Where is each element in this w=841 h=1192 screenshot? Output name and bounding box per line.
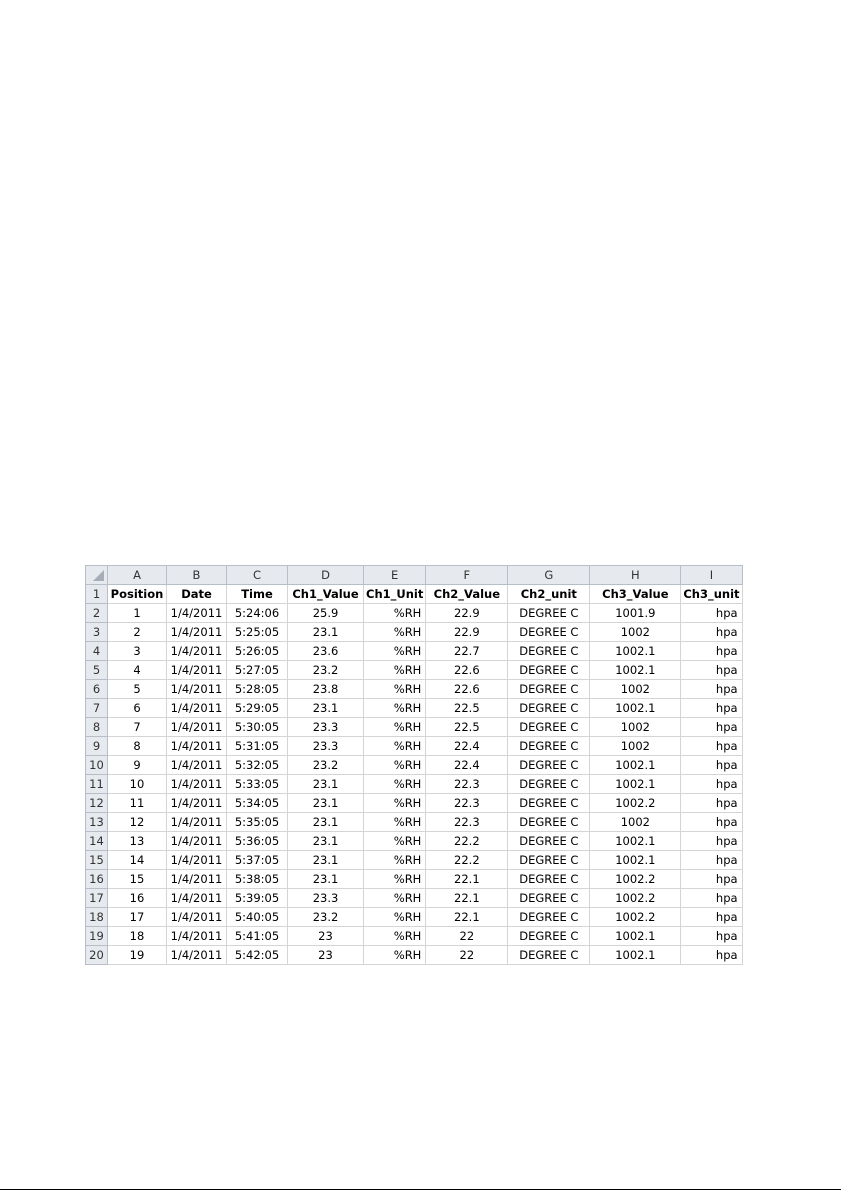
table-cell[interactable]: 1002 <box>590 813 681 832</box>
table-cell[interactable]: 23.1 <box>288 775 364 794</box>
column-header[interactable]: E <box>364 566 426 585</box>
table-cell[interactable]: DEGREE C <box>508 775 590 794</box>
table-cell[interactable]: DEGREE C <box>508 756 590 775</box>
table-cell[interactable]: 23.1 <box>288 813 364 832</box>
table-cell[interactable]: 1/4/2011 <box>167 908 227 927</box>
table-cell[interactable]: 5:38:05 <box>227 870 288 889</box>
table-cell[interactable]: 22 <box>426 927 508 946</box>
table-cell[interactable]: %RH <box>364 604 426 623</box>
table-cell[interactable]: 18 <box>108 927 167 946</box>
table-cell[interactable]: 4 <box>108 661 167 680</box>
row-number[interactable]: 11 <box>86 775 108 794</box>
table-cell[interactable]: 1/4/2011 <box>167 680 227 699</box>
table-cell[interactable]: DEGREE C <box>508 737 590 756</box>
header-cell[interactable]: Ch1_Value <box>288 585 364 604</box>
row-number[interactable]: 10 <box>86 756 108 775</box>
header-cell[interactable]: Time <box>227 585 288 604</box>
row-number[interactable]: 14 <box>86 832 108 851</box>
table-cell[interactable]: hpa <box>681 718 742 737</box>
table-cell[interactable]: 1/4/2011 <box>167 661 227 680</box>
table-cell[interactable]: 22.4 <box>426 737 508 756</box>
table-cell[interactable]: 10 <box>108 775 167 794</box>
table-cell[interactable]: 1002.1 <box>590 661 681 680</box>
table-cell[interactable]: hpa <box>681 946 742 965</box>
table-cell[interactable]: 23 <box>288 946 364 965</box>
table-cell[interactable]: 5:36:05 <box>227 832 288 851</box>
table-cell[interactable]: hpa <box>681 661 742 680</box>
table-cell[interactable]: 1002.1 <box>590 775 681 794</box>
table-cell[interactable]: 5:27:05 <box>227 661 288 680</box>
table-cell[interactable]: %RH <box>364 946 426 965</box>
table-row <box>86 661 743 680</box>
table-cell[interactable]: %RH <box>364 889 426 908</box>
column-header[interactable]: B <box>167 566 227 585</box>
row-number[interactable]: 8 <box>86 718 108 737</box>
table-cell[interactable]: DEGREE C <box>508 832 590 851</box>
table-cell[interactable]: 1002 <box>590 623 681 642</box>
table-row <box>86 604 743 623</box>
table-cell[interactable]: 16 <box>108 889 167 908</box>
table-cell[interactable]: %RH <box>364 794 426 813</box>
page-bottom-rule <box>0 1189 841 1190</box>
table-cell[interactable]: DEGREE C <box>508 870 590 889</box>
table-cell[interactable]: 1/4/2011 <box>167 870 227 889</box>
table-row <box>86 927 743 946</box>
table-cell[interactable]: 22.5 <box>426 718 508 737</box>
table-cell[interactable]: 23 <box>288 927 364 946</box>
row-number[interactable]: 18 <box>86 908 108 927</box>
table-cell[interactable]: 5:28:05 <box>227 680 288 699</box>
row-number[interactable]: 16 <box>86 870 108 889</box>
table-cell[interactable]: 22.2 <box>426 851 508 870</box>
table-cell[interactable]: %RH <box>364 927 426 946</box>
table-cell[interactable]: 19 <box>108 946 167 965</box>
table-cell[interactable]: 1/4/2011 <box>167 946 227 965</box>
table-row <box>86 680 743 699</box>
row-number[interactable]: 15 <box>86 851 108 870</box>
table-row <box>86 851 743 870</box>
table-cell[interactable]: 1/4/2011 <box>167 813 227 832</box>
table-cell[interactable]: %RH <box>364 699 426 718</box>
table-cell[interactable]: 5:35:05 <box>227 813 288 832</box>
table-cell[interactable]: %RH <box>364 832 426 851</box>
spreadsheet-grid <box>85 565 743 965</box>
table-cell[interactable]: %RH <box>364 870 426 889</box>
table-cell[interactable]: hpa <box>681 699 742 718</box>
table-cell[interactable]: 1002.1 <box>590 642 681 661</box>
table-cell[interactable]: 1 <box>108 604 167 623</box>
header-cell[interactable]: Date <box>167 585 227 604</box>
table-cell[interactable]: hpa <box>681 756 742 775</box>
select-all-triangle-icon <box>93 570 104 581</box>
table-cell[interactable]: hpa <box>681 927 742 946</box>
table-cell[interactable]: 3 <box>108 642 167 661</box>
column-header[interactable]: A <box>108 566 167 585</box>
table-cell[interactable]: 23.2 <box>288 756 364 775</box>
row-number[interactable]: 5 <box>86 661 108 680</box>
table-cell[interactable]: DEGREE C <box>508 889 590 908</box>
table-cell[interactable]: hpa <box>681 680 742 699</box>
table-cell[interactable]: 5:30:05 <box>227 718 288 737</box>
column-header[interactable]: F <box>426 566 508 585</box>
table-row <box>86 699 743 718</box>
table-cell[interactable]: 23.1 <box>288 794 364 813</box>
table-cell[interactable]: 1/4/2011 <box>167 794 227 813</box>
table-row <box>86 623 743 642</box>
table-row <box>86 908 743 927</box>
table-cell[interactable]: %RH <box>364 718 426 737</box>
select-all-corner[interactable] <box>86 566 108 585</box>
table-cell[interactable]: 25.9 <box>288 604 364 623</box>
table-cell[interactable]: hpa <box>681 870 742 889</box>
row-number[interactable]: 17 <box>86 889 108 908</box>
table-cell[interactable]: 2 <box>108 623 167 642</box>
table-cell[interactable]: 22.7 <box>426 642 508 661</box>
table-cell[interactable]: hpa <box>681 908 742 927</box>
table-row <box>86 889 743 908</box>
table-cell[interactable]: 11 <box>108 794 167 813</box>
table-cell[interactable]: 1/4/2011 <box>167 889 227 908</box>
table-cell[interactable]: DEGREE C <box>508 946 590 965</box>
table-cell[interactable]: 22.1 <box>426 870 508 889</box>
table-cell[interactable]: %RH <box>364 775 426 794</box>
table-cell[interactable]: DEGREE C <box>508 699 590 718</box>
table-row <box>86 832 743 851</box>
table-cell[interactable]: %RH <box>364 756 426 775</box>
table-cell[interactable]: 5:41:05 <box>227 927 288 946</box>
table-row <box>86 813 743 832</box>
row-number[interactable]: 19 <box>86 927 108 946</box>
table-cell[interactable]: 22.9 <box>426 604 508 623</box>
table-cell[interactable]: 1/4/2011 <box>167 851 227 870</box>
header-cell[interactable]: Ch3_Value <box>590 585 681 604</box>
table-cell[interactable]: 1002 <box>590 737 681 756</box>
table-cell[interactable]: %RH <box>364 908 426 927</box>
header-cell[interactable]: Ch2_unit <box>508 585 590 604</box>
column-header[interactable]: I <box>681 566 742 585</box>
row-number[interactable]: 7 <box>86 699 108 718</box>
row-number[interactable]: 20 <box>86 946 108 965</box>
table-cell[interactable]: hpa <box>681 623 742 642</box>
table-cell[interactable]: 1/4/2011 <box>167 756 227 775</box>
table-cell[interactable]: 23.1 <box>288 623 364 642</box>
table-cell[interactable]: 5:33:05 <box>227 775 288 794</box>
table-cell[interactable]: 5 <box>108 680 167 699</box>
table-cell[interactable]: 23.3 <box>288 718 364 737</box>
table-cell[interactable]: 1/4/2011 <box>167 642 227 661</box>
table-cell[interactable]: DEGREE C <box>508 604 590 623</box>
table-cell[interactable]: 23.2 <box>288 661 364 680</box>
header-cell[interactable]: Position <box>108 585 167 604</box>
table-cell[interactable]: 23.2 <box>288 908 364 927</box>
table-cell[interactable]: 23.1 <box>288 699 364 718</box>
table-cell[interactable]: DEGREE C <box>508 623 590 642</box>
row-number[interactable]: 9 <box>86 737 108 756</box>
table-cell[interactable]: 1/4/2011 <box>167 604 227 623</box>
table-cell[interactable]: hpa <box>681 737 742 756</box>
table-cell[interactable]: 5:31:05 <box>227 737 288 756</box>
table-cell[interactable]: 1/4/2011 <box>167 623 227 642</box>
table-cell[interactable]: hpa <box>681 775 742 794</box>
table-cell[interactable]: 1/4/2011 <box>167 737 227 756</box>
table-cell[interactable]: 23.8 <box>288 680 364 699</box>
table-row <box>86 718 743 737</box>
table-cell[interactable]: 13 <box>108 832 167 851</box>
table-cell[interactable]: hpa <box>681 851 742 870</box>
table-cell[interactable]: DEGREE C <box>508 718 590 737</box>
table-cell[interactable]: 15 <box>108 870 167 889</box>
table-cell[interactable]: 1002.1 <box>590 756 681 775</box>
table-cell[interactable]: 1002.2 <box>590 794 681 813</box>
table-cell[interactable]: DEGREE C <box>508 680 590 699</box>
table-cell[interactable]: %RH <box>364 623 426 642</box>
table-cell[interactable]: %RH <box>364 680 426 699</box>
table-row <box>86 737 743 756</box>
table-cell[interactable]: 1/4/2011 <box>167 699 227 718</box>
table-cell[interactable]: 5:40:05 <box>227 908 288 927</box>
table-cell[interactable]: 8 <box>108 737 167 756</box>
table-cell[interactable]: 9 <box>108 756 167 775</box>
table-header-row <box>86 585 743 604</box>
table-cell[interactable]: 22.4 <box>426 756 508 775</box>
table-cell[interactable]: hpa <box>681 832 742 851</box>
table-cell[interactable]: 23.1 <box>288 832 364 851</box>
table-cell[interactable]: 1/4/2011 <box>167 927 227 946</box>
row-number[interactable]: 13 <box>86 813 108 832</box>
table-cell[interactable]: 22.3 <box>426 775 508 794</box>
table-cell[interactable]: 1001.9 <box>590 604 681 623</box>
table-cell[interactable]: 1/4/2011 <box>167 718 227 737</box>
table-cell[interactable]: hpa <box>681 889 742 908</box>
row-number[interactable]: 12 <box>86 794 108 813</box>
table-cell[interactable]: 22 <box>426 946 508 965</box>
table-row <box>86 794 743 813</box>
table-cell[interactable]: hpa <box>681 813 742 832</box>
table-cell[interactable]: 5:25:05 <box>227 623 288 642</box>
table-cell[interactable]: 22.6 <box>426 680 508 699</box>
table-cell[interactable]: 5:42:05 <box>227 946 288 965</box>
table-row <box>86 870 743 889</box>
table-cell[interactable]: 22.1 <box>426 889 508 908</box>
table-cell[interactable]: 5:32:05 <box>227 756 288 775</box>
table-cell[interactable]: 12 <box>108 813 167 832</box>
table-cell[interactable]: %RH <box>364 737 426 756</box>
table-cell[interactable]: 1002.2 <box>590 908 681 927</box>
table-cell[interactable]: 1002.2 <box>590 870 681 889</box>
table-cell[interactable]: 23.1 <box>288 870 364 889</box>
table-cell[interactable]: %RH <box>364 813 426 832</box>
table-cell[interactable]: 1002 <box>590 718 681 737</box>
table-cell[interactable]: 14 <box>108 851 167 870</box>
table-cell[interactable]: 23.3 <box>288 737 364 756</box>
table-cell[interactable]: hpa <box>681 794 742 813</box>
table-cell[interactable]: 1002.1 <box>590 699 681 718</box>
column-header[interactable]: C <box>227 566 288 585</box>
table-row <box>86 642 743 661</box>
table-cell[interactable]: DEGREE C <box>508 851 590 870</box>
table-cell[interactable]: 5:24:06 <box>227 604 288 623</box>
table-cell[interactable]: 17 <box>108 908 167 927</box>
header-cell[interactable]: Ch3_unit <box>681 585 742 604</box>
table-cell[interactable]: 22.5 <box>426 699 508 718</box>
column-header-row <box>86 566 743 585</box>
table-cell[interactable]: 22.9 <box>426 623 508 642</box>
table-cell[interactable]: 22.1 <box>426 908 508 927</box>
table-cell[interactable]: 1002 <box>590 680 681 699</box>
table-cell[interactable]: 1002.1 <box>590 946 681 965</box>
table-cell[interactable]: 5:39:05 <box>227 889 288 908</box>
table-cell[interactable]: 23.6 <box>288 642 364 661</box>
table-cell[interactable]: hpa <box>681 604 742 623</box>
column-header[interactable]: H <box>590 566 681 585</box>
table-cell[interactable]: DEGREE C <box>508 908 590 927</box>
table-cell[interactable]: 1/4/2011 <box>167 832 227 851</box>
table-cell[interactable]: 22.6 <box>426 661 508 680</box>
table-cell[interactable]: DEGREE C <box>508 794 590 813</box>
table-row <box>86 756 743 775</box>
column-header[interactable]: D <box>288 566 364 585</box>
row-number[interactable]: 2 <box>86 604 108 623</box>
column-header[interactable]: G <box>508 566 590 585</box>
table-cell[interactable]: 1002.1 <box>590 927 681 946</box>
table-cell[interactable]: 1/4/2011 <box>167 775 227 794</box>
table-cell[interactable]: 22.3 <box>426 813 508 832</box>
table-row <box>86 946 743 965</box>
row-number[interactable]: 3 <box>86 623 108 642</box>
table-cell[interactable]: 22.2 <box>426 832 508 851</box>
table-cell[interactable]: DEGREE C <box>508 661 590 680</box>
table-cell[interactable]: 5:37:05 <box>227 851 288 870</box>
table-cell[interactable]: %RH <box>364 661 426 680</box>
table-cell[interactable]: 5:26:05 <box>227 642 288 661</box>
table-cell[interactable]: 5:34:05 <box>227 794 288 813</box>
row-number[interactable]: 6 <box>86 680 108 699</box>
table-cell[interactable]: 23.3 <box>288 889 364 908</box>
table-cell[interactable]: 7 <box>108 718 167 737</box>
table-cell[interactable]: %RH <box>364 642 426 661</box>
table-cell[interactable]: %RH <box>364 851 426 870</box>
table-cell[interactable]: hpa <box>681 642 742 661</box>
table-cell[interactable]: 1002.2 <box>590 889 681 908</box>
table-cell[interactable]: DEGREE C <box>508 927 590 946</box>
table-cell[interactable]: 5:29:05 <box>227 699 288 718</box>
table-cell[interactable]: 23.1 <box>288 851 364 870</box>
table-cell[interactable]: 1002.1 <box>590 832 681 851</box>
table-row <box>86 775 743 794</box>
table-cell[interactable]: DEGREE C <box>508 642 590 661</box>
header-cell[interactable]: Ch2_Value <box>426 585 508 604</box>
table-cell[interactable]: 1002.1 <box>590 851 681 870</box>
row-number[interactable]: 4 <box>86 642 108 661</box>
table-cell[interactable]: DEGREE C <box>508 813 590 832</box>
row-number[interactable]: 1 <box>86 585 108 604</box>
table-cell[interactable]: 6 <box>108 699 167 718</box>
header-cell[interactable]: Ch1_Unit <box>364 585 426 604</box>
table-cell[interactable]: 22.3 <box>426 794 508 813</box>
